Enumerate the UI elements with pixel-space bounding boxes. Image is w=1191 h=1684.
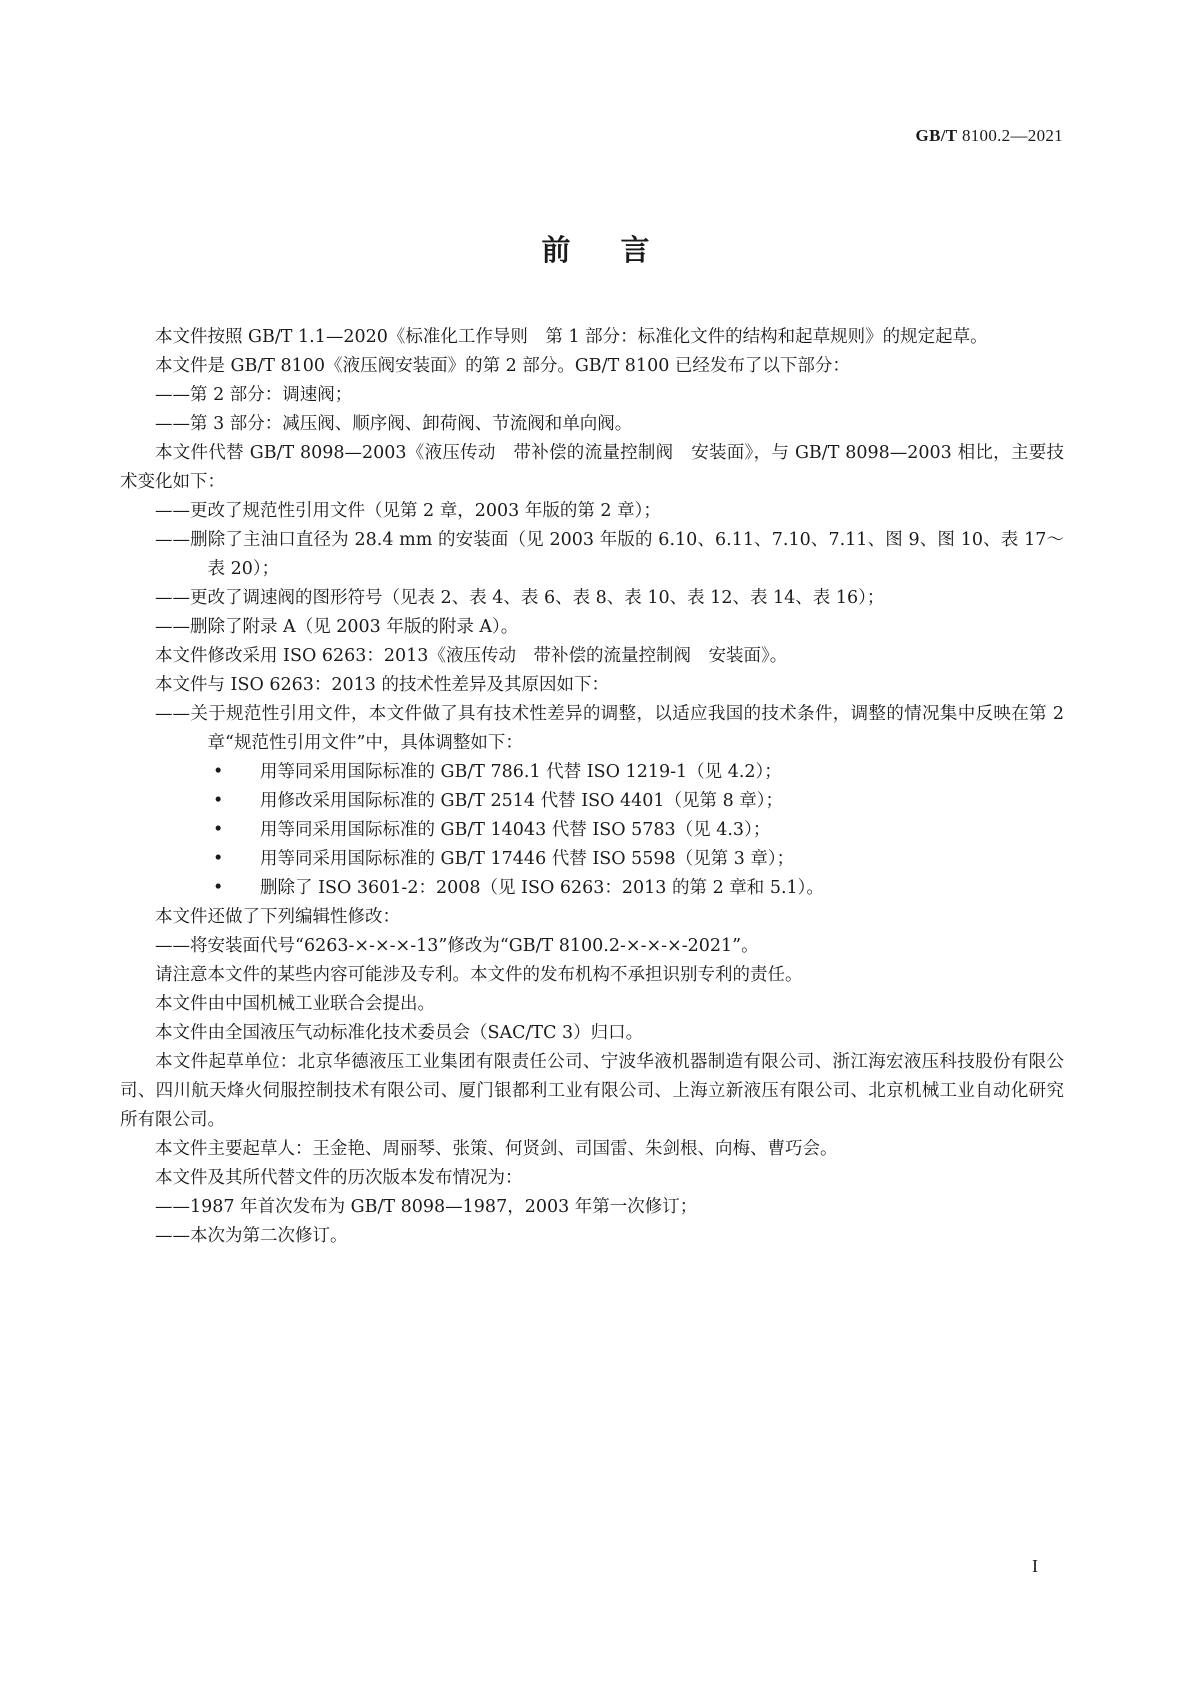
list-item: ——第 2 部分：调速阀； <box>155 385 353 405</box>
bullet-text: 用修改采用国际标准的 GB/T 2514 代替 ISO 4401（见第 8 章）； <box>260 791 784 811</box>
bullet-item <box>120 758 1064 787</box>
paragraph-patent-notice: 请注意本文件的某些内容可能涉及专利。本文件的发布机构不承担识别专利的责任。 <box>155 965 803 985</box>
bullet-item <box>120 874 1064 903</box>
paragraph-drafting-rules: 本文件按照 GB/T 1.1—2020《标准化工作导则 第 1 部分：标准化文件的结构和起草规则》的规定起草。 <box>155 327 988 347</box>
standard-code <box>916 126 1063 146</box>
bullet-text: 删除了 ISO 3601-2：2008（见 ISO 6263：2013 的第 2 章和 5.1）。 <box>260 878 824 898</box>
foreword-body <box>120 323 1064 1251</box>
bullet-text: 用等同采用国际标准的 GB/T 17446 代替 ISO 5598（见第 3 章）； <box>260 849 795 869</box>
bullet-icon: • <box>213 820 224 840</box>
page-title: 前言 <box>541 233 700 267</box>
bullet-icon: • <box>213 849 224 869</box>
paragraph-proposer: 本文件由中国机械工业联合会提出。 <box>155 994 435 1014</box>
list-item: ——更改了规范性引用文件（见第 2 章，2003 年版的第 2 章）； <box>155 501 661 521</box>
bullet-item <box>120 816 1064 845</box>
list-item: ——关于规范性引用文件，本文件做了具有技术性差异的调整，以适应我国的技术条件，调整的情况集中反映在第 2 章“规范性引用文件”中，具体调整如下： <box>155 704 1064 753</box>
list-item: ——更改了调速阀的图形符号（见表 2、表 4、表 6、表 8、表 10、表 12、表 14、表 16）； <box>155 588 885 608</box>
bullet-item <box>120 845 1064 874</box>
bullet-icon: • <box>213 791 224 811</box>
paragraph-history: 本文件及其所代替文件的历次版本发布情况为： <box>155 1168 523 1188</box>
bullet-icon: • <box>213 878 224 898</box>
list-item: ——将安装面代号“6263-×-×-×-13”修改为“GB/T 8100.2-×-×-×-2021”。 <box>155 936 759 956</box>
list-item: ——删除了主油口直径为 28.4 mm 的安装面（见 2003 年版的 6.10、6.11、7.10、7.11、图 9、图 10、表 17～表 20）； <box>155 530 1064 579</box>
bullet-item <box>120 787 1064 816</box>
standard-number: 8100.2—2021 <box>961 126 1063 145</box>
list-item: ——1987 年首次发布为 GB/T 8098—1987，2003 年第一次修订； <box>155 1197 698 1217</box>
paragraph-committee: 本文件由全国液压气动标准化技术委员会（SAC/TC 3）归口。 <box>155 1023 644 1043</box>
standard-prefix: GB/T <box>915 126 958 145</box>
bullet-text: 用等同采用国际标准的 GB/T 14043 代替 ISO 5783（见 4.3）； <box>260 820 771 840</box>
list-item: ——本次为第二次修订。 <box>155 1226 348 1246</box>
bullet-text: 用等同采用国际标准的 GB/T 786.1 代替 ISO 1219-1（见 4.2）； <box>260 762 782 782</box>
paragraph-technical-differences: 本文件与 ISO 6263：2013 的技术性差异及其原因如下： <box>155 675 610 695</box>
paragraph-iso-adoption: 本文件修改采用 ISO 6263：2013《液压传动 带补偿的流量控制阀 安装面》。 <box>155 646 788 666</box>
bullet-icon: • <box>213 762 224 782</box>
page-number: I <box>1032 1556 1038 1576</box>
paragraph-drafters: 本文件主要起草人：王金艳、周丽琴、张策、何贤剑、司国雷、朱剑根、向梅、曹巧会。 <box>155 1139 838 1159</box>
paragraph-editorial-changes: 本文件还做了下列编辑性修改： <box>155 907 400 927</box>
paragraph-series-parts: 本文件是 GB/T 8100《液压阀安装面》的第 2 部分。GB/T 8100 已经发布了以下部分： <box>155 356 850 376</box>
list-item: ——第 3 部分：减压阀、顺序阀、卸荷阀、节流阀和单向阀。 <box>155 414 633 434</box>
list-item: ——删除了附录 A（见 2003 年版的附录 A）。 <box>155 617 519 637</box>
paragraph-replacement: 本文件代替 GB/T 8098—2003《液压传动 带补偿的流量控制阀 安装面》，与 GB/T 8098—2003 相比，主要技术变化如下： <box>120 443 1064 492</box>
paragraph-drafting-units: 本文件起草单位：北京华德液压工业集团有限责任公司、宁波华液机器制造有限公司、浙江海宏液压科技股份有限公司、四川航天烽火伺服控制技术有限公司、厦门银都利工业有限公司、上海立新液压有限公司、北京机械工业自动化研究所有限公司。 <box>120 1052 1064 1130</box>
